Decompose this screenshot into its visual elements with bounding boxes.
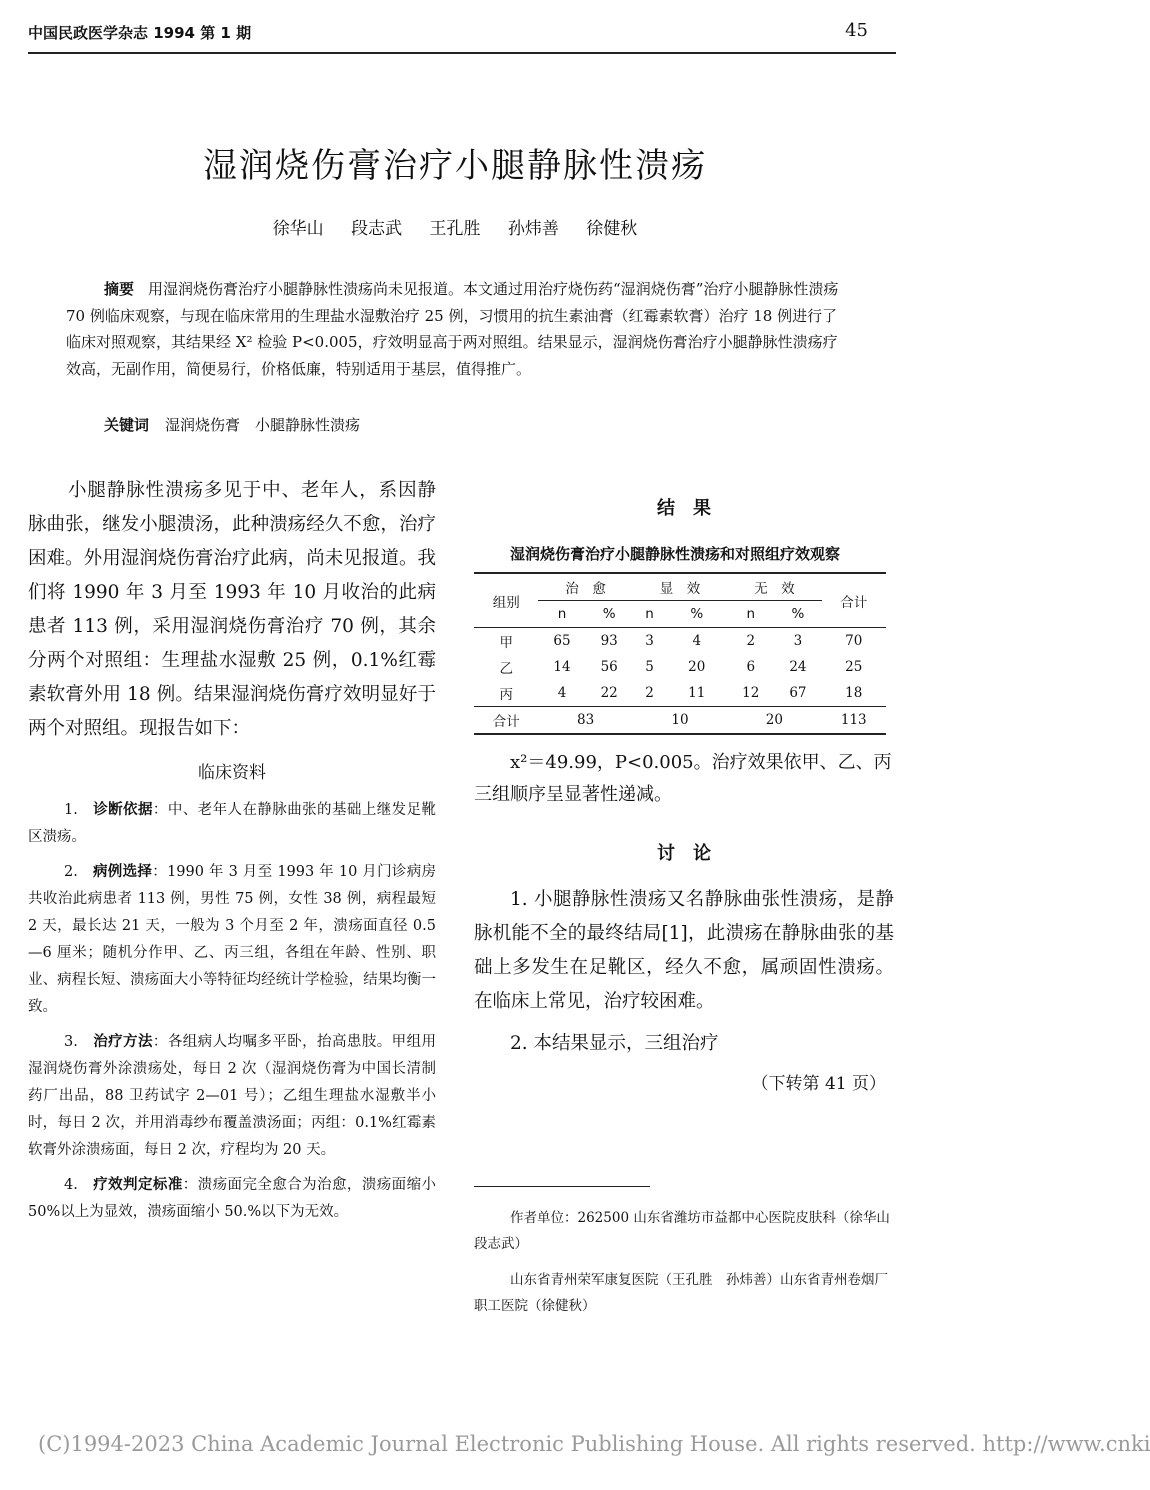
running-header: [28, 22, 896, 54]
results-heading: 结 果: [657, 498, 711, 519]
table-cell: 6: [746, 659, 756, 675]
table-subheader: %: [586, 601, 633, 628]
results-table: [474, 572, 886, 735]
discussion-heading: 讨 论: [657, 843, 711, 864]
item-text: ：1990 年 3 月至 1993 年 10 月门诊病房共收治此病患者 113 例，男性 75 例，女性 38 例，病程最短 2 天，最长达 21 天，一般为 3 个月至 2 年，溃疡面直径 0.5—6 厘米；随机分作甲、乙、丙三组，各组在年龄、性别、职业、病程长短、溃疡面大小等特征均经统计学检验，结果均衡一致。: [28, 864, 437, 1015]
table-cell: 11: [688, 685, 706, 701]
table-cell: 24: [789, 659, 807, 675]
table-cell: 12: [742, 685, 760, 701]
item-number: 2.: [64, 864, 78, 880]
table-subheader: n: [538, 601, 585, 628]
table-cell: 65: [538, 628, 585, 655]
copyright-footer: (C)1994-2023 China Academic Journal Electronic Publishing House. All rights reserved. http://www.cnki: [38, 1432, 1150, 1456]
journal-name: 中国民政医学杂志 1994 第 1 期: [28, 24, 252, 42]
table-header-cured: 治 愈: [538, 573, 632, 601]
clinical-list: [28, 797, 436, 1226]
page-number: 45: [845, 20, 868, 41]
table-header-effective: 显 效: [633, 573, 727, 601]
keywords: [104, 414, 360, 435]
table-row: [474, 628, 886, 655]
table-cell: 18: [845, 685, 863, 701]
table-cell: 83: [538, 707, 632, 735]
table-cell: 14: [553, 659, 571, 675]
table-cell: 93: [586, 628, 633, 655]
table-row: [474, 680, 886, 707]
discussion-paragraph-1: 1. 小腿静脉性溃疡又名静脉曲张性溃疡，是静脉机能不全的最终结局[1]，此溃疡在静脉曲张的基础上多发生在足靴区，经久不愈，属顽固性溃疡。在临床上常见，治疗较困难。: [474, 889, 894, 1012]
list-item: [28, 859, 436, 1021]
item-label: 治疗方法: [93, 1034, 153, 1050]
table-cell: 5: [645, 659, 654, 675]
keywords-text: 湿润烧伤膏 小腿静脉性溃疡: [165, 416, 361, 434]
table-row: [474, 654, 886, 680]
table-cell: 3: [774, 628, 821, 655]
item-text: ：各组病人均嘱多平卧，抬高患肢。甲组用湿润烧伤膏外涂溃疡处，每日 2 次（湿润烧伤膏为中国长清制药厂出品，88 卫药试字 2—01 号）；乙组生理盐水湿敷半小时，每日 2 次，并用消毒纱布覆盖溃汤面；丙组：0.1%红霉素软膏外涂溃疡面，每日 2 次，疗程均为 20 天。: [28, 1034, 437, 1158]
item-number: 1.: [64, 802, 78, 818]
left-column: [28, 474, 436, 1234]
table-cell: 乙: [499, 661, 513, 677]
author-affiliation-2: 山东省青州荣军康复医院（王孔胜 孙炜善）山东省青州卷烟厂职工医院（徐健秋）: [474, 1272, 888, 1314]
table-cell: 2: [727, 628, 774, 655]
item-number: 4.: [64, 1177, 78, 1193]
table-header-total: 合计: [822, 573, 886, 628]
clinical-heading: 临床资料: [198, 763, 266, 783]
author-list: 徐华山 段志武 王孔胜 孙炜善 徐健秋: [272, 219, 638, 239]
item-text: ：中、老年人在静脉曲张的基础上继发足靴区溃疡。: [28, 802, 437, 845]
item-label: 病例选择: [92, 864, 153, 880]
table-cell: 甲: [474, 628, 538, 655]
item-label: 疗效判定标准: [93, 1177, 183, 1193]
table-cell: 70: [822, 628, 886, 655]
table-cell: 4: [557, 685, 567, 701]
list-item: [28, 1172, 436, 1226]
table-caption: 湿润烧伤膏治疗小腿静脉性溃疡和对照组疗效观察: [510, 545, 841, 563]
discussion-paragraph-2: 2. 本结果显示，三组治疗: [510, 1033, 719, 1054]
intro-paragraph: 小腿静脉性溃疡多见于中、老年人，系因静脉曲张，继发小腿溃汤，此种溃疡经久不愈，治疗困难。外用湿润烧伤膏治疗此病，尚未见报道。我们将 1990 年 3 月至 1993 年 10 月收治的此病患者 113 例，采用湿润烧伤膏治疗 70 例，其余分两个对照组：生理盐水湿敷 25 例，0.1%红霉素软膏外用 18 例。结果湿润烧伤膏疗效明显好于两个对照组。现报告如下：: [28, 480, 436, 739]
table-cell: 25: [845, 659, 863, 675]
abstract: [66, 276, 852, 382]
table-subheader: n: [633, 601, 667, 628]
table-header-group: 组别: [474, 573, 538, 628]
table-total-row: [474, 707, 886, 735]
author-affiliation: 作者单位：262500 山东省潍坊市益都中心医院皮肤科（徐华山 段志武）: [474, 1210, 904, 1252]
item-text: ：溃疡面完全愈合为治愈，溃疡面缩小 50%以上为显效，溃疡面缩小 50.%以下为无效。: [28, 1177, 437, 1220]
list-item: [28, 1029, 436, 1164]
table-cell: 10: [633, 707, 727, 735]
table-cell: 2: [645, 685, 654, 701]
table-subheader: %: [666, 601, 727, 628]
list-item: [28, 797, 436, 851]
table-cell: 合计: [474, 707, 538, 735]
table-cell: 113: [822, 707, 886, 735]
abstract-label: 摘要: [104, 280, 135, 298]
item-number: 3.: [64, 1034, 78, 1050]
table-cell: 20: [727, 707, 821, 735]
continued-note: （下转第 41 页）: [751, 1074, 886, 1094]
table-header-ineffective: 无 效: [727, 573, 821, 601]
footnote-divider: [474, 1186, 650, 1187]
table-subheader: %: [774, 601, 821, 628]
table-cell: 67: [789, 685, 807, 701]
article-title: 湿润烧伤膏治疗小腿静脉性溃疡: [203, 146, 707, 186]
table-cell: 4: [666, 628, 727, 655]
table-cell: 22: [600, 685, 618, 701]
table-cell: 20: [688, 659, 706, 675]
table-cell: 丙: [499, 687, 513, 703]
abstract-text: 用湿润烧伤膏治疗小腿静脉性溃疡尚未见报道。本文通过用治疗烧伤药“湿润烧伤膏”治疗小腿静脉性溃疡 70 例临床观察，与现在临床常用的生理盐水湿敷治疗 25 例，习惯用的抗生素油膏（红霉素软膏）治疗 18 例进行了临床对照观察，其结果经 X² 检验 P<0.005，疗效明显高于两对照组。结果显示，湿润烧伤膏治疗小腿静脉性溃疡疗效高，无副作用，简便易行，价格低廉，特别适用于基层，值得推广。: [66, 280, 839, 378]
table-subheader: n: [727, 601, 774, 628]
item-label: 诊断依据: [93, 802, 153, 818]
table-cell: 56: [600, 659, 618, 675]
keywords-label: 关键词: [104, 416, 150, 434]
right-column: [474, 494, 904, 1319]
chi-square-result: x²＝49.99，P<0.005。治疗效果依甲、乙、丙三组顺序呈显著性递减。: [474, 752, 892, 805]
table-cell: 3: [633, 628, 667, 655]
